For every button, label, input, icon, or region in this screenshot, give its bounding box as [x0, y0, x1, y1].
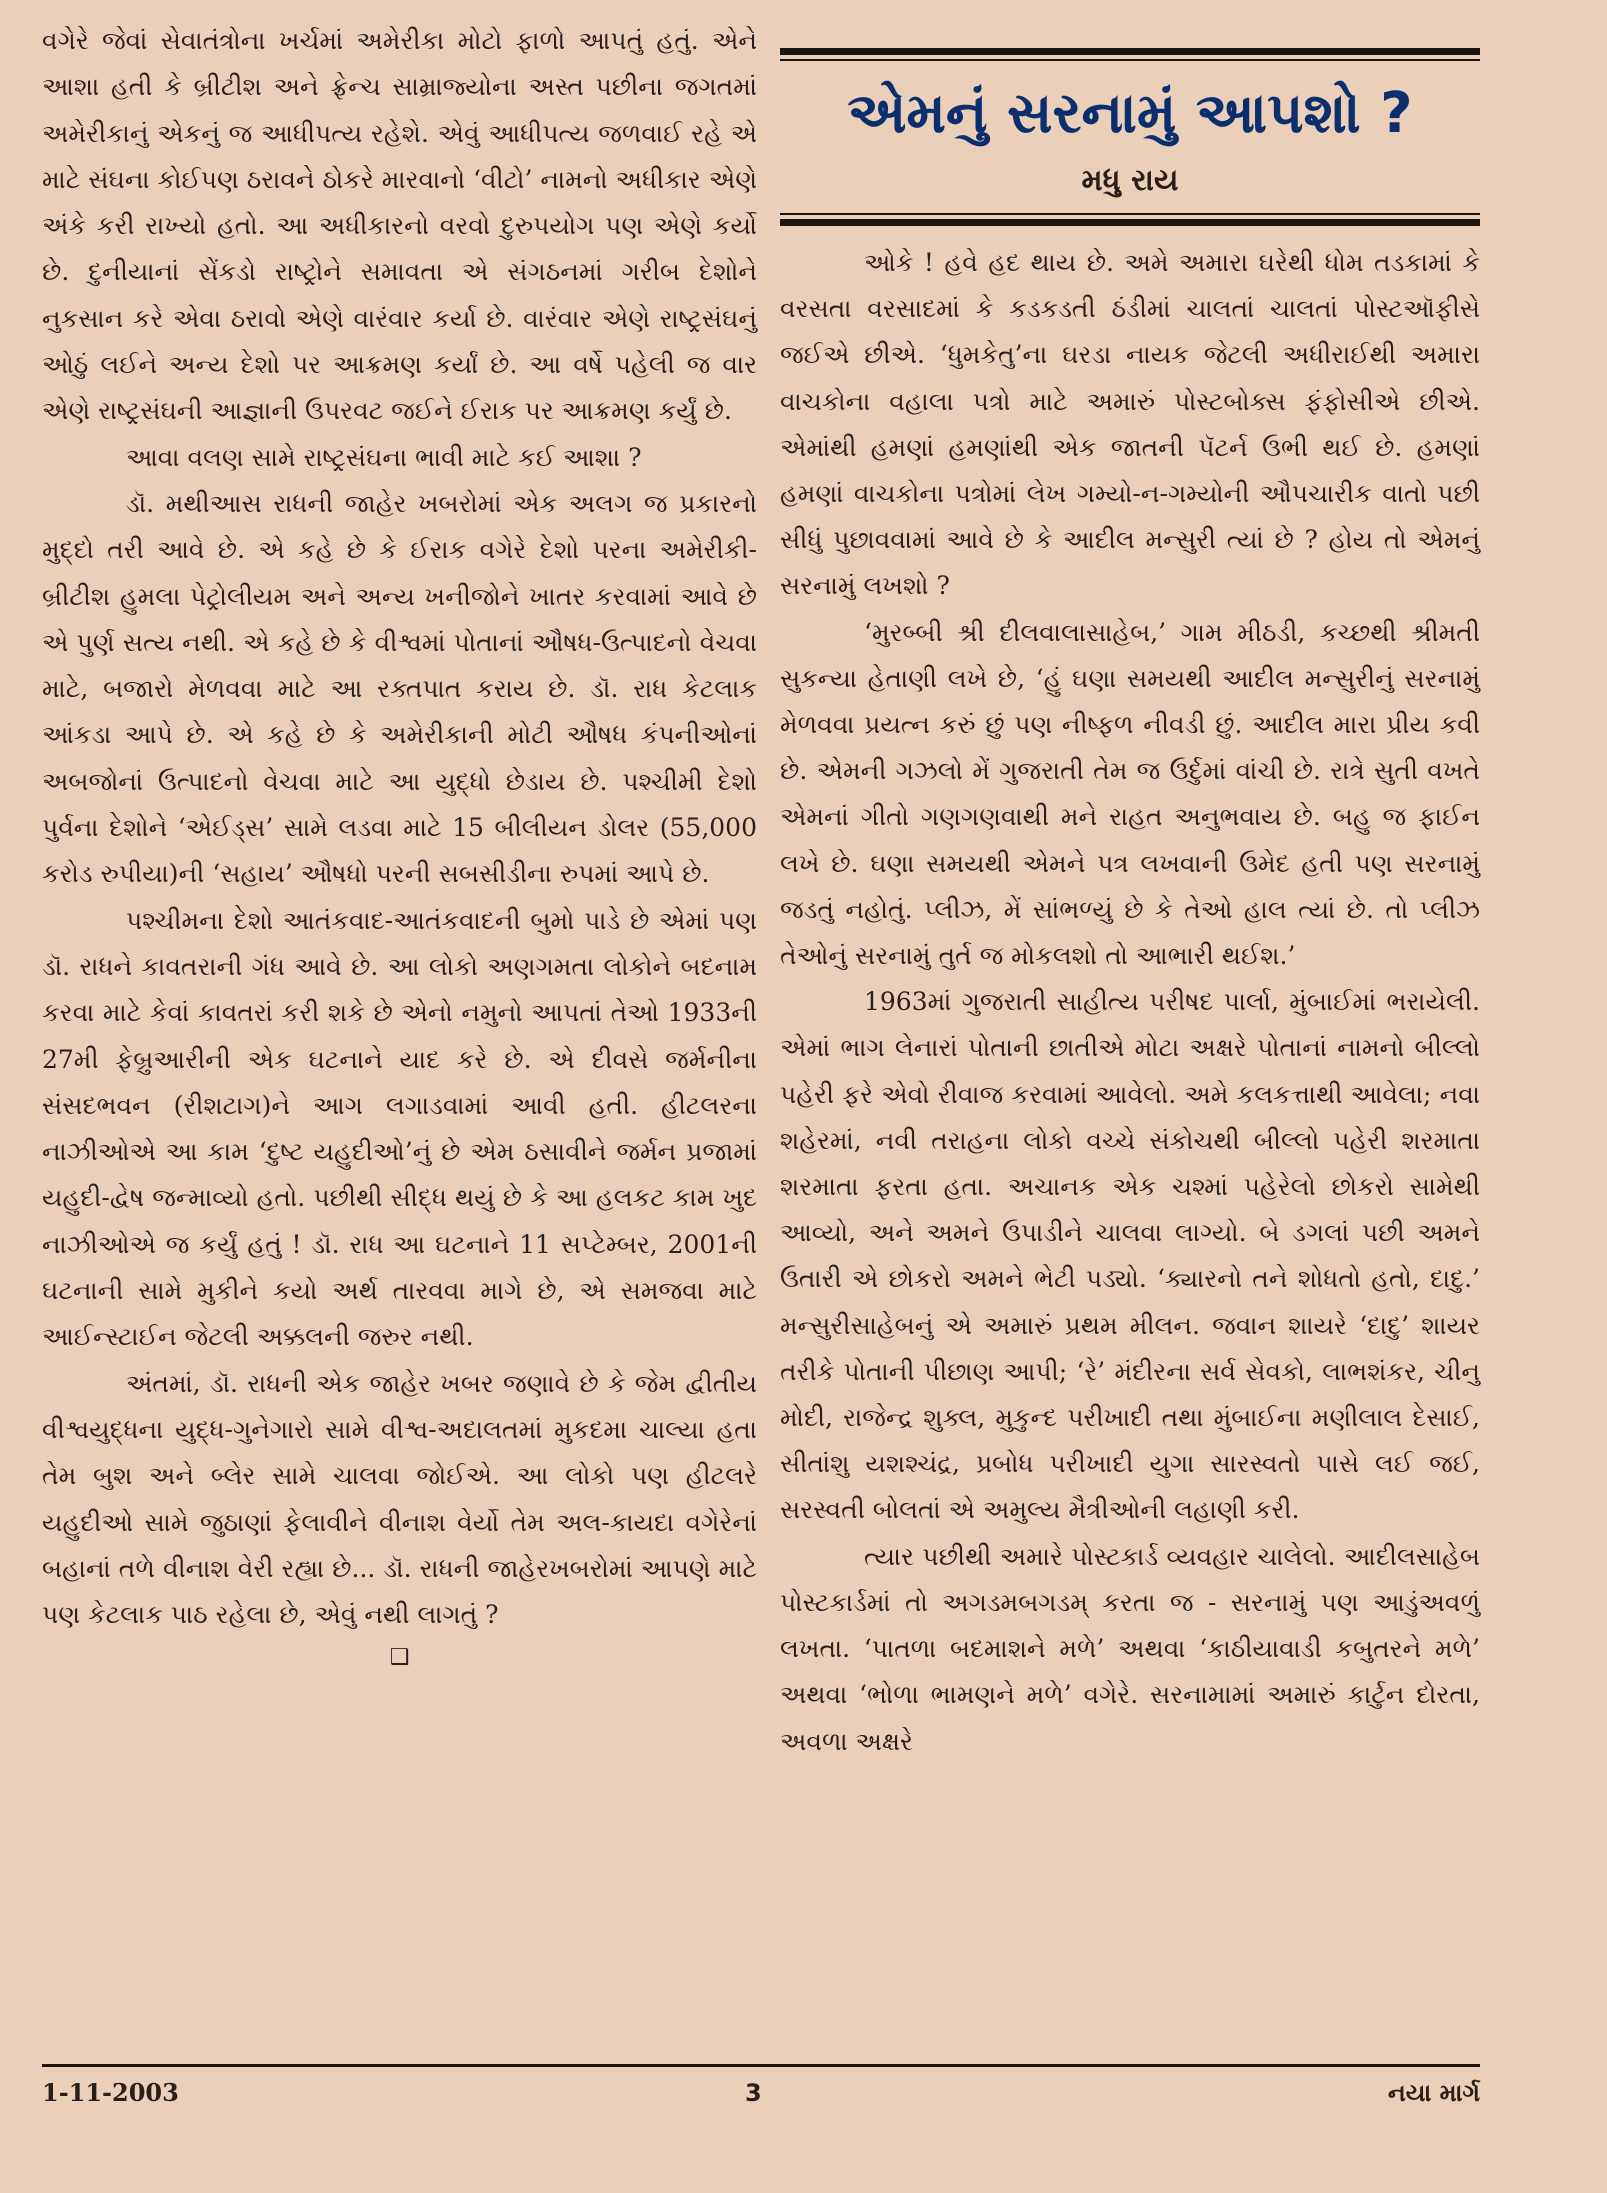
- article-column: [780, 48, 1480, 1765]
- footer-rule: [42, 2064, 1480, 2067]
- article-author: મધુ રાય: [1081, 163, 1179, 198]
- end-of-article-mark: ❑: [389, 1645, 410, 1671]
- article-paragraph-1: ઓકે ! હવે હદ થાય છે. અમે અમારા ઘરેથી ધોમ તડકામાં કે વરસતા વરસાદમાં કે કડકડતી ઠંડીમાં ચાલતાં ચાલતાં પોસ્ટઑફીસે જઈએ છીએ. ‘ધુમકેતુ’ના ઘરડા નાયક જેટલી અધીરાઈથી અમારા વાચકોના વહાલા પત્રો માટે અમારું પોસ્ટબોક્સ ફંફોસીએ છીએ. એમાંથી હમણાં હમણાંથી એક જાતની પૅટર્ન ઉભી થઈ છે. હમણાં હમણાં વાચકોના પત્રોમાં લેખ ગમ્યો-ન-ગમ્યોની ઔપચારીક વાતો પછી સીધું પુછાવવામાં આવે છે કે આદીલ મન્સુરી ત્યાં છે ? હોય તો એમનું સરનામું લખશો ?: [780, 248, 1480, 601]
- article-body: [780, 240, 1480, 1765]
- left-paragraph-3: ડૉ. મથીઆસ રાધની જાહેર ખબરોમાં એક અલગ જ પ્રકારનો મુદ્દો તરી આવે છે. એ કહે છે કે ઈરાક વગેરે દેશો પરના અમેરીકી-બ્રીટીશ હુમલા પેટ્રોલીયમ અને અન્ય ખનીજોને ખાતર કરવામાં આવે છે એ પુર્ણ સત્ય નથી. એ કહે છે કે વીશ્વમાં પોતાનાં ઔષધ-ઉત્પાદનો વેચવા માટે, બજારો મેળવવા માટે આ રક્તપાત કરાય છે. ડૉ. રાધ કેટલાક આંકડા આપે છે. એ કહે છે કે અમેરીકાની મોટી ઔષધ કંપનીઓનાં અબજોનાં ઉત્પાદનો વેચવા માટે આ યુદ્ધો છેડાય છે. પશ્ચીમી દેશો પુર્વના દેશોને ‘એઈડ્સ’ સામે લડવા માટે 15 બીલીયન ડોલર (55,000 કરોડ રુપીયા)ની ‘સહાય’ ઔષધો પરની સબસીડીના રુપમાં આપે છે.: [42, 488, 757, 889]
- left-paragraph-2: આવા વલણ સામે રાષ્ટ્રસંઘના ભાવી માટે કઈ આશા ?: [126, 442, 642, 472]
- page-number: 3: [745, 2079, 762, 2107]
- article-paragraph-2: ‘મુરબ્બી શ્રી દીલવાલાસાહેબ,’ ગામ મીઠડી, કચ્છથી શ્રીમતી સુકન્યા હેતાણી લખે છે, ‘હું ઘણા સમયથી આદીલ મન્સુરીનું સરનામું મેળવવા પ્રયત્ન કરું છું પણ નીષ્ફળ નીવડી છું. આદીલ મારા પ્રીય કવી છે. એમની ગઝલો મેં ગુજરાતી તેમ જ ઉર્દુમાં વાંચી છે. રાત્રે સુતી વખતે એમનાં ગીતો ગણગણવાથી મને રાહત અનુભવાય છે. બહુ જ ફાઈન લખે છે. ઘણા સમયથી એમને પત્ર લખવાની ઉમેદ હતી પણ સરનામું જડતું નહોતું. પ્લીઝ, મેં સાંભળ્યું છે કે તેઓ હાલ ત્યાં છે. તો પ્લીઝ તેઓનું સરનામું તુર્ત જ મોકલશો તો આભારી થઈશ.’: [780, 617, 1480, 971]
- article-paragraph-3: 1963માં ગુજરાતી સાહીત્ય પરીષદ પાર્લા, મુંબાઈમાં ભરાયેલી. એમાં ભાગ લેનારાં પોતાની છાતીએ મોટા અક્ષરે પોતાનાં નામનો બીલ્લો પહેરી ફરે એવો રીવાજ કરવામાં આવેલો. અમે કલકત્તાથી આવેલા; નવા શહેરમાં, નવી તરાહના લોકો વચ્ચે સંકોચથી બીલ્લો પહેરી શરમાતા શરમાતા ફરતા હતા. અચાનક એક ચશ્માં પહેરેલો છોકરો સામેથી આવ્યો, અને અમને ઉપાડીને ચાલવા લાગ્યો. બે ડગલાં પછી અમને ઉતારી એ છોકરો અમને ભેટી પડ્યો. ‘ક્યારનો તને શોધતો હતો, દાદુ.’ મન્સુરીસાહેબનું એ અમારું પ્રથમ મીલન. જવાન શાયરે ‘દાદુ’ શાયર તરીકે પોતાની પીછાણ આપી; ‘રે’ મંદીરના સર્વ સેવકો, લાભશંકર, ચીનુ મોદી, રાજેન્દ્ર શુક્લ, મુકુન્દ પરીખાદી તથા મુંબાઈના મણીલાલ દેસાઈ, સીતાંશુ યશશ્ચંદ્ર, પ્રબોધ પરીખાદી યુગા સારસ્વતો પાસે લઈ જઈ, સરસ્વતી બોલતાં એ અમુલ્ય મૈત્રીઓની લહાણી કરી.: [780, 987, 1480, 1525]
- title-top-rule-thick: [780, 48, 1480, 55]
- left-paragraph-5: અંતમાં, ડૉ. રાધની એક જાહેર ખબર જણાવે છે કે જેમ દ્વીતીય વીશ્વયુદ્ધના યુદ્ધ-ગુનેગારો સામે વીશ્વ-અદાલતમાં મુકદમા ચાલ્યા હતા તેમ બુશ અને બ્લેર સામે ચાલવા જોઈએ. આ લોકો પણ હીટલરે યહુદીઓ સામે જુઠાણાં ફેલાવીને વીનાશ વેર્યો તેમ અલ-કાયદા વગેરેનાં બહાનાં તળે વીનાશ વેરી રહ્યા છે... ડૉ. રાધની જાહેરખબરોમાં આપણે માટે પણ કેટલાક પાઠ રહેલા છે, એવું નથી લાગતું ?: [42, 1368, 757, 1630]
- left-column: [42, 18, 757, 1676]
- magazine-name: નયા માર્ગ: [1387, 2079, 1480, 2107]
- title-bottom-rule-thick: [780, 219, 1480, 226]
- footer-date: 1-11-2003: [42, 2078, 179, 2107]
- left-paragraph-1: વગેરે જેવાં સેવાતંત્રોના ખર્ચમાં અમેરીકા મોટો ફાળો આપતું હતું. એને આશા હતી કે બ્રીટીશ અને ફ્રેન્ચ સામ્રાજ્યોના અસ્ત પછીના જગતમાં અમેરીકાનું એકનું જ આધીપત્ય રહેશે. એવું આધીપત્ય જળવાઈ રહે એ માટે સંઘના કોઈપણ ઠરાવને ઠોકરે મારવાનો ‘વીટો’ નામનો અધીકાર એણે અંકે કરી રાખ્યો હતો. આ અધીકારનો વરવો દુરુપયોગ પણ એણે કર્યો છે. દુનીયાનાં સેંકડો રાષ્ટ્રોને સમાવતા એ સંગઠનમાં ગરીબ દેશોને નુકસાન કરે એવા ઠરાવો એણે વારંવાર કર્યા છે. વારંવાર એણે રાષ્ટ્રસંઘનું ઓઠું લઈને અન્ય દેશો પર આક્રમણ કર્યાં છે. આ વર્ષે પહેલી જ વાર એણે રાષ્ટ્રસંઘની આજ્ઞાની ઉપરવટ જઈને ઈરાક પર આક્રમણ કર્યું છે.: [42, 26, 757, 426]
- title-top-rule-thin: [780, 59, 1480, 61]
- title-bottom-rules: [780, 213, 1480, 226]
- left-paragraph-4: પશ્ચીમના દેશો આતંકવાદ-આતંકવાદની બુમો પાડે છે એમાં પણ ડૉ. રાધને કાવતરાની ગંધ આવે છે. આ લોકો અણગમતા લોકોને બદનામ કરવા માટે કેવાં કાવતરાં કરી શકે છે એનો નમુનો આપતાં તેઓ 1933ની 27મી ફેબ્રુઆરીની એક ઘટનાને યાદ કરે છે. એ દીવસે જર્મનીના સંસદભવન (રીશટાગ)ને આગ લગાડવામાં આવી હતી. હીટલરના નાઝીઓએ આ કામ ‘દુષ્ટ યહુદીઓ’નું છે એમ ઠસાવીને જર્મન પ્રજામાં યહુદી-દ્વેષ જન્માવ્યો હતો. પછીથી સીદ્ધ થયું છે કે આ હલકટ કામ ખુદ નાઝીઓએ જ કર્યું હતું ! ડૉ. રાધ આ ઘટનાને 11 સપ્ટેમ્બર, 2001ની ઘટનાની સામે મુકીને કયો અર્થ તારવવા માગે છે, એ સમજવા માટે આઈન્સ્ટાઈન જેટલી અક્કલની જરુર નથી.: [42, 905, 757, 1352]
- article-paragraph-4: ત્યાર પછીથી અમારે પોસ્ટકાર્ડ વ્યવહાર ચાલેલો. આદીલસાહેબ પોસ્ટકાર્ડમાં તો અગડમબગડમ્ કરતા જ - સરનામું પણ આડુંઅવળું લખતા. ‘પાતળા બદમાશને મળે’ અથવા ‘કાઠીયાવાડી કબુતરને મળે’ અથવા ‘ભોળા ભામણને મળે’ વગેરે. સરનામામાં અમારું કાર્ટુન દોરતા, અવળા અક્ષરે: [780, 1541, 1480, 1756]
- title-bottom-rule-thin: [780, 213, 1480, 215]
- article-title: એમનું સરનામું આપશો ?: [847, 81, 1413, 146]
